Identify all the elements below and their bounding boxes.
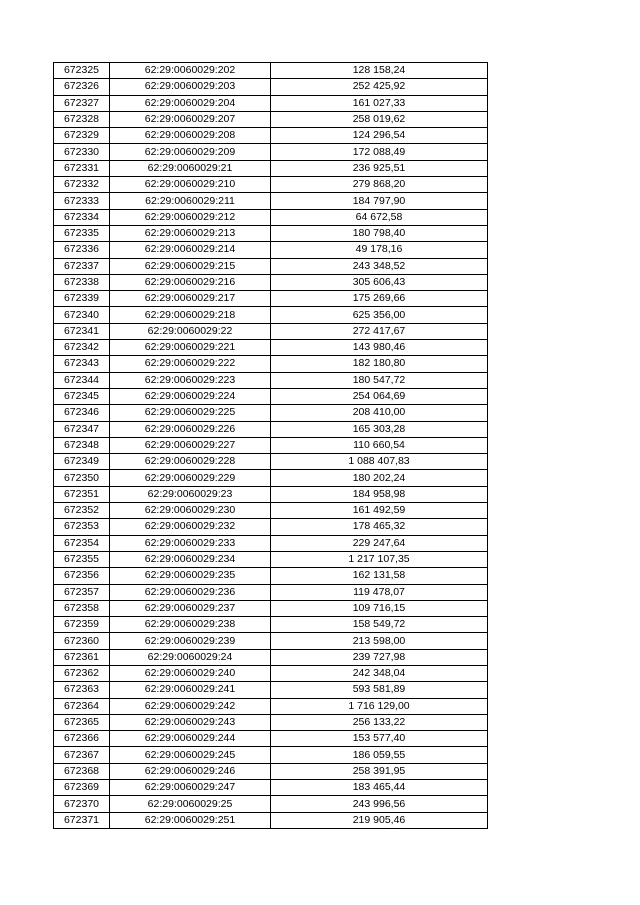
- row-number-cell: 672351: [54, 486, 110, 502]
- cadastral-number-cell: 62:29:0060029:213: [110, 225, 271, 241]
- cadastral-number-cell: 62:29:0060029:234: [110, 551, 271, 567]
- row-number-cell: 672370: [54, 796, 110, 812]
- row-number-cell: 672345: [54, 388, 110, 404]
- value-cell: 124 296,54: [271, 128, 488, 144]
- value-cell: 180 547,72: [271, 372, 488, 388]
- value-cell: 153 577,40: [271, 731, 488, 747]
- value-cell: 1 088 407,83: [271, 454, 488, 470]
- table-body: [54, 63, 488, 829]
- cadastral-number-cell: 62:29:0060029:235: [110, 568, 271, 584]
- row-number-cell: 672350: [54, 470, 110, 486]
- cadastral-number-cell: 62:29:0060029:223: [110, 372, 271, 388]
- row-number-cell: 672360: [54, 633, 110, 649]
- value-cell: 183 465,44: [271, 780, 488, 796]
- value-cell: 208 410,00: [271, 405, 488, 421]
- value-cell: 162 131,58: [271, 568, 488, 584]
- value-cell: 182 180,80: [271, 356, 488, 372]
- table-row: [54, 372, 488, 388]
- value-cell: 1 217 107,35: [271, 551, 488, 567]
- cadastral-value-table: [53, 62, 488, 829]
- cadastral-number-cell: 62:29:0060029:224: [110, 388, 271, 404]
- cadastral-number-cell: 62:29:0060029:222: [110, 356, 271, 372]
- cadastral-number-cell: 62:29:0060029:203: [110, 79, 271, 95]
- row-number-cell: 672366: [54, 731, 110, 747]
- table-row: [54, 454, 488, 470]
- value-cell: 175 269,66: [271, 291, 488, 307]
- row-number-cell: 672330: [54, 144, 110, 160]
- cadastral-number-cell: 62:29:0060029:237: [110, 600, 271, 616]
- cadastral-number-cell: 62:29:0060029:232: [110, 519, 271, 535]
- table-row: [54, 796, 488, 812]
- table-row: [54, 421, 488, 437]
- row-number-cell: 672329: [54, 128, 110, 144]
- table-row: [54, 519, 488, 535]
- table-row: [54, 780, 488, 796]
- value-cell: 49 178,16: [271, 242, 488, 258]
- value-cell: 593 581,89: [271, 682, 488, 698]
- value-cell: 243 996,56: [271, 796, 488, 812]
- table-row: [54, 747, 488, 763]
- table-row: [54, 323, 488, 339]
- row-number-cell: 672357: [54, 584, 110, 600]
- value-cell: 243 348,52: [271, 258, 488, 274]
- row-number-cell: 672337: [54, 258, 110, 274]
- cadastral-number-cell: 62:29:0060029:204: [110, 95, 271, 111]
- cadastral-number-cell: 62:29:0060029:209: [110, 144, 271, 160]
- table-row: [54, 225, 488, 241]
- table-row: [54, 682, 488, 698]
- row-number-cell: 672368: [54, 763, 110, 779]
- row-number-cell: 672341: [54, 323, 110, 339]
- table-row: [54, 600, 488, 616]
- cadastral-number-cell: 62:29:0060029:221: [110, 340, 271, 356]
- value-cell: 213 598,00: [271, 633, 488, 649]
- row-number-cell: 672336: [54, 242, 110, 258]
- row-number-cell: 672363: [54, 682, 110, 698]
- table-row: [54, 128, 488, 144]
- value-cell: 236 925,51: [271, 160, 488, 176]
- cadastral-number-cell: 62:29:0060029:239: [110, 633, 271, 649]
- value-cell: 180 798,40: [271, 225, 488, 241]
- table-row: [54, 209, 488, 225]
- table-row: [54, 95, 488, 111]
- cadastral-number-cell: 62:29:0060029:228: [110, 454, 271, 470]
- table-row: [54, 388, 488, 404]
- value-cell: 186 059,55: [271, 747, 488, 763]
- row-number-cell: 672354: [54, 535, 110, 551]
- table-row: [54, 340, 488, 356]
- cadastral-number-cell: 62:29:0060029:215: [110, 258, 271, 274]
- value-cell: 172 088,49: [271, 144, 488, 160]
- cadastral-number-cell: 62:29:0060029:241: [110, 682, 271, 698]
- table-row: [54, 111, 488, 127]
- table-row: [54, 633, 488, 649]
- table-row: [54, 258, 488, 274]
- row-number-cell: 672333: [54, 193, 110, 209]
- table-row: [54, 193, 488, 209]
- cadastral-number-cell: 62:29:0060029:211: [110, 193, 271, 209]
- table-row: [54, 307, 488, 323]
- cadastral-number-cell: 62:29:0060029:207: [110, 111, 271, 127]
- value-cell: 1 716 129,00: [271, 698, 488, 714]
- value-cell: 119 478,07: [271, 584, 488, 600]
- row-number-cell: 672325: [54, 63, 110, 79]
- cadastral-number-cell: 62:29:0060029:214: [110, 242, 271, 258]
- value-cell: 625 356,00: [271, 307, 488, 323]
- table-row: [54, 731, 488, 747]
- table-row: [54, 274, 488, 290]
- row-number-cell: 672343: [54, 356, 110, 372]
- row-number-cell: 672346: [54, 405, 110, 421]
- table-row: [54, 584, 488, 600]
- table-row: [54, 160, 488, 176]
- table-row: [54, 535, 488, 551]
- row-number-cell: 672326: [54, 79, 110, 95]
- cadastral-number-cell: 62:29:0060029:242: [110, 698, 271, 714]
- value-cell: 180 202,24: [271, 470, 488, 486]
- table-row: [54, 63, 488, 79]
- row-number-cell: 672332: [54, 177, 110, 193]
- cadastral-number-cell: 62:29:0060029:246: [110, 763, 271, 779]
- cadastral-number-cell: 62:29:0060029:238: [110, 617, 271, 633]
- value-cell: 219 905,46: [271, 812, 488, 828]
- row-number-cell: 672344: [54, 372, 110, 388]
- document-page: [53, 62, 488, 829]
- table-row: [54, 177, 488, 193]
- cadastral-number-cell: 62:29:0060029:245: [110, 747, 271, 763]
- table-row: [54, 437, 488, 453]
- row-number-cell: 672340: [54, 307, 110, 323]
- cadastral-number-cell: 62:29:0060029:210: [110, 177, 271, 193]
- row-number-cell: 672339: [54, 291, 110, 307]
- row-number-cell: 672364: [54, 698, 110, 714]
- table-row: [54, 714, 488, 730]
- value-cell: 254 064,69: [271, 388, 488, 404]
- value-cell: 252 425,92: [271, 79, 488, 95]
- value-cell: 279 868,20: [271, 177, 488, 193]
- cadastral-number-cell: 62:29:0060029:226: [110, 421, 271, 437]
- value-cell: 109 716,15: [271, 600, 488, 616]
- value-cell: 178 465,32: [271, 519, 488, 535]
- value-cell: 239 727,98: [271, 649, 488, 665]
- table-row: [54, 503, 488, 519]
- row-number-cell: 672361: [54, 649, 110, 665]
- cadastral-number-cell: 62:29:0060029:240: [110, 665, 271, 681]
- value-cell: 110 660,54: [271, 437, 488, 453]
- value-cell: 165 303,28: [271, 421, 488, 437]
- cadastral-number-cell: 62:29:0060029:227: [110, 437, 271, 453]
- value-cell: 184 958,98: [271, 486, 488, 502]
- value-cell: 258 391,95: [271, 763, 488, 779]
- row-number-cell: 672353: [54, 519, 110, 535]
- table-row: [54, 568, 488, 584]
- cadastral-number-cell: 62:29:0060029:217: [110, 291, 271, 307]
- row-number-cell: 672347: [54, 421, 110, 437]
- table-row: [54, 144, 488, 160]
- table-row: [54, 649, 488, 665]
- value-cell: 184 797,90: [271, 193, 488, 209]
- table-row: [54, 551, 488, 567]
- table-row: [54, 665, 488, 681]
- row-number-cell: 672358: [54, 600, 110, 616]
- table-row: [54, 617, 488, 633]
- cadastral-number-cell: 62:29:0060029:244: [110, 731, 271, 747]
- table-row: [54, 79, 488, 95]
- cadastral-number-cell: 62:29:0060029:208: [110, 128, 271, 144]
- value-cell: 143 980,46: [271, 340, 488, 356]
- row-number-cell: 672349: [54, 454, 110, 470]
- cadastral-number-cell: 62:29:0060029:229: [110, 470, 271, 486]
- cadastral-number-cell: 62:29:0060029:243: [110, 714, 271, 730]
- row-number-cell: 672342: [54, 340, 110, 356]
- cadastral-number-cell: 62:29:0060029:22: [110, 323, 271, 339]
- table-row: [54, 291, 488, 307]
- row-number-cell: 672352: [54, 503, 110, 519]
- value-cell: 64 672,58: [271, 209, 488, 225]
- table-row: [54, 356, 488, 372]
- value-cell: 229 247,64: [271, 535, 488, 551]
- cadastral-number-cell: 62:29:0060029:236: [110, 584, 271, 600]
- value-cell: 161 027,33: [271, 95, 488, 111]
- table-row: [54, 698, 488, 714]
- cadastral-number-cell: 62:29:0060029:225: [110, 405, 271, 421]
- value-cell: 272 417,67: [271, 323, 488, 339]
- value-cell: 242 348,04: [271, 665, 488, 681]
- row-number-cell: 672371: [54, 812, 110, 828]
- cadastral-number-cell: 62:29:0060029:251: [110, 812, 271, 828]
- row-number-cell: 672335: [54, 225, 110, 241]
- row-number-cell: 672334: [54, 209, 110, 225]
- table-row: [54, 486, 488, 502]
- row-number-cell: 672362: [54, 665, 110, 681]
- value-cell: 158 549,72: [271, 617, 488, 633]
- value-cell: 161 492,59: [271, 503, 488, 519]
- cadastral-number-cell: 62:29:0060029:230: [110, 503, 271, 519]
- cadastral-number-cell: 62:29:0060029:233: [110, 535, 271, 551]
- cadastral-number-cell: 62:29:0060029:212: [110, 209, 271, 225]
- value-cell: 258 019,62: [271, 111, 488, 127]
- row-number-cell: 672327: [54, 95, 110, 111]
- table-row: [54, 405, 488, 421]
- row-number-cell: 672338: [54, 274, 110, 290]
- row-number-cell: 672365: [54, 714, 110, 730]
- row-number-cell: 672359: [54, 617, 110, 633]
- row-number-cell: 672355: [54, 551, 110, 567]
- value-cell: 305 606,43: [271, 274, 488, 290]
- table-row: [54, 763, 488, 779]
- row-number-cell: 672331: [54, 160, 110, 176]
- table-row: [54, 812, 488, 828]
- cadastral-number-cell: 62:29:0060029:23: [110, 486, 271, 502]
- row-number-cell: 672348: [54, 437, 110, 453]
- cadastral-number-cell: 62:29:0060029:218: [110, 307, 271, 323]
- cadastral-number-cell: 62:29:0060029:24: [110, 649, 271, 665]
- cadastral-number-cell: 62:29:0060029:21: [110, 160, 271, 176]
- cadastral-number-cell: 62:29:0060029:202: [110, 63, 271, 79]
- row-number-cell: 672367: [54, 747, 110, 763]
- row-number-cell: 672328: [54, 111, 110, 127]
- cadastral-number-cell: 62:29:0060029:247: [110, 780, 271, 796]
- row-number-cell: 672356: [54, 568, 110, 584]
- cadastral-number-cell: 62:29:0060029:25: [110, 796, 271, 812]
- value-cell: 256 133,22: [271, 714, 488, 730]
- table-row: [54, 470, 488, 486]
- row-number-cell: 672369: [54, 780, 110, 796]
- cadastral-number-cell: 62:29:0060029:216: [110, 274, 271, 290]
- table-row: [54, 242, 488, 258]
- value-cell: 128 158,24: [271, 63, 488, 79]
